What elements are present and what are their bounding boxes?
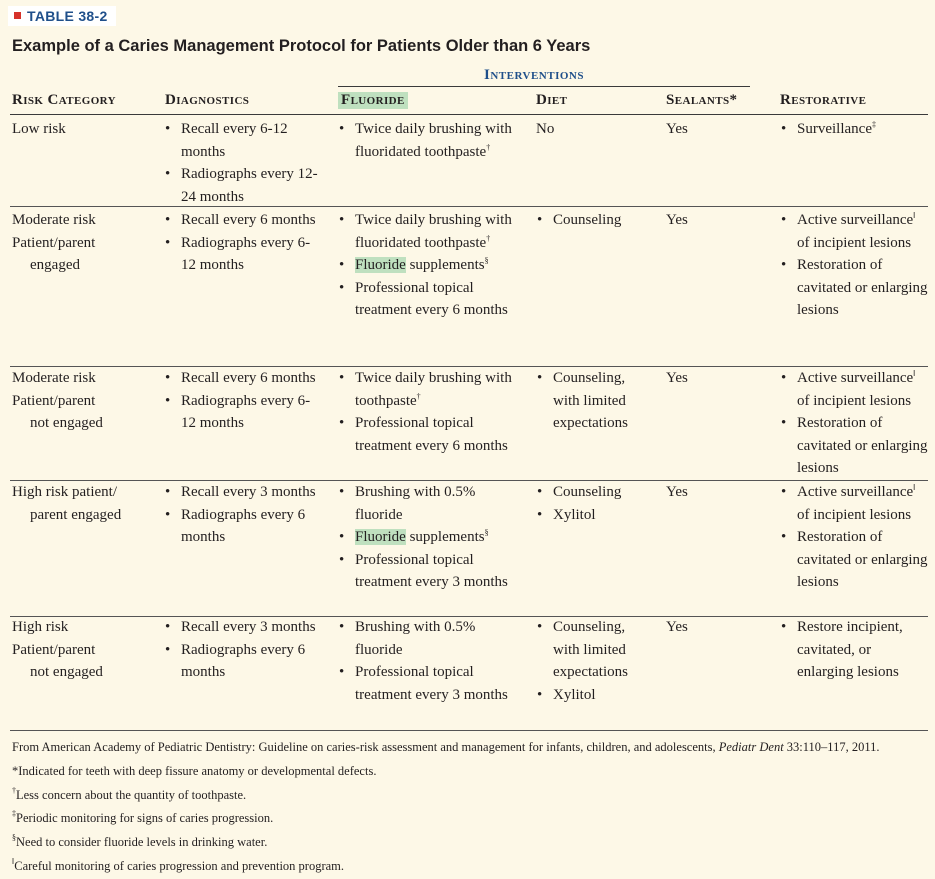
row1-fluoride (337, 118, 522, 163)
footnote-dagger: †Less concern about the quantity of toothpaste. (12, 785, 247, 802)
row4-risk: High risk patient/ parent engaged (12, 484, 122, 523)
list-item: • Radiographs every 12-24 months (163, 163, 323, 208)
list-item: • Twice daily brushing with fluoridated toothpaste† (337, 209, 522, 254)
row4-sealants: Yes (666, 484, 688, 500)
list-item: • Radiographs every 6 months (163, 639, 323, 684)
row5-sealants: Yes (666, 619, 688, 635)
table-bottom-rule (10, 730, 928, 731)
list-item: • Surveillance‡ (779, 118, 929, 141)
list-item: • Brushing with 0.5% fluoride (337, 616, 512, 661)
row2-diagnostics (163, 209, 323, 277)
header-diet: Diet (536, 92, 568, 108)
list-item: • Radiographs every 6 months (163, 504, 323, 549)
header-fluoride: Fluoride (338, 92, 408, 109)
list-item: • Active surveillance‖ of incipient lesions (779, 481, 929, 526)
header-restorative: Restorative (780, 92, 867, 108)
row5-restorative (779, 616, 929, 684)
row2-fluoride (337, 209, 522, 322)
footnote-section: §Need to consider fluoride levels in drinking water. (12, 833, 268, 850)
row1-restorative (779, 118, 929, 141)
list-item: • Radiographs every 6-12 months (163, 232, 323, 277)
row3-risk: Moderate risk Patient/parent not engaged (12, 370, 103, 431)
row2-diet (535, 209, 655, 232)
row4-restorative (779, 481, 929, 594)
row3-diet (535, 367, 655, 435)
row-divider (10, 206, 928, 207)
list-item: • Restoration of cavitated or enlarging lesions (779, 254, 929, 322)
list-item: • Restore incipient, cavitated, or enlarging lesions (779, 616, 929, 684)
header-risk-category: Risk Category (12, 92, 116, 108)
fluoride-highlight: Fluoride (355, 529, 406, 545)
footnote-parallel: ‖Careful monitoring of caries progression and prevention program. (12, 856, 345, 873)
list-item: • Recall every 6 months (163, 367, 323, 390)
row1-diagnostics (163, 118, 323, 208)
header-diagnostics: Diagnostics (165, 92, 250, 108)
interventions-group-header: Interventions (484, 67, 584, 83)
row3-diagnostics (163, 367, 323, 435)
list-item: • Professional topical treatment every 3 months (337, 661, 512, 706)
row4-diagnostics (163, 481, 323, 549)
list-item: • Radiographs every 6-12 months (163, 390, 323, 435)
list-item: • Counseling, with limited expectations (535, 616, 655, 684)
list-item: • Recall every 3 months (163, 616, 323, 639)
row1-risk: Low risk (12, 121, 66, 137)
list-item: • Counseling, with limited expectations (535, 367, 655, 435)
list-item: • Recall every 6 months (163, 209, 323, 232)
row5-diet (535, 616, 655, 706)
header-sealants: Sealants* (666, 92, 738, 108)
row2-risk: Moderate risk Patient/parent engaged (12, 212, 96, 273)
list-item: • Professional topical treatment every 6 months (337, 412, 512, 457)
list-item: • Counseling (535, 209, 655, 232)
row5-risk: High risk Patient/parent not engaged (12, 619, 103, 680)
row5-diagnostics (163, 616, 323, 684)
list-item: • Professional topical treatment every 3 months (337, 549, 512, 594)
row5-fluoride (337, 616, 512, 706)
list-item: • Active surveillance‖ of incipient lesions (779, 209, 929, 254)
list-item: • Active surveillance‖ of incipient lesions (779, 367, 929, 412)
list-item: • Restoration of cavitated or enlarging lesions (779, 526, 929, 594)
table-label: TABLE 38-2 (8, 6, 116, 26)
list-item: • Fluoride supplements§ (337, 526, 512, 549)
row4-diet (535, 481, 655, 526)
row4-fluoride (337, 481, 512, 594)
row3-fluoride (337, 367, 512, 457)
list-item: • Fluoride supplements§ (337, 254, 522, 277)
square-bullet-icon (14, 12, 21, 19)
list-item: • Twice daily brushing with fluoridated toothpaste† (337, 118, 522, 163)
source-note: From American Academy of Pediatric Dentistry: Guideline on caries-risk assessment and management for infants, children, and adolescents, Pediatr Dent 33:110–117, 2011. (12, 740, 880, 754)
footnote-double-dagger: ‡Periodic monitoring for signs of caries progression. (12, 809, 274, 826)
row3-restorative (779, 367, 929, 480)
list-item: • Restoration of cavitated or enlarging lesions (779, 412, 929, 480)
list-item: • Recall every 3 months (163, 481, 323, 504)
header-rule (10, 114, 928, 115)
list-item: • Twice daily brushing with toothpaste† (337, 367, 512, 412)
interventions-rule (338, 86, 750, 87)
row3-sealants: Yes (666, 370, 688, 386)
list-item: • Counseling (535, 481, 655, 504)
list-item: • Recall every 6-12 months (163, 118, 323, 163)
table-title: Example of a Caries Management Protocol for Patients Older than 6 Years (12, 37, 591, 55)
row2-sealants: Yes (666, 212, 688, 228)
fluoride-highlight: Fluoride (355, 257, 406, 273)
footnotes (12, 736, 927, 879)
list-item: • Xylitol (535, 684, 655, 707)
list-item: • Brushing with 0.5% fluoride (337, 481, 512, 526)
list-item: • Professional topical treatment every 6 months (337, 277, 522, 322)
list-item: • Xylitol (535, 504, 655, 527)
row1-sealants: Yes (666, 121, 688, 137)
footnote-asterisk: *Indicated for teeth with deep fissure anatomy or developmental defects. (12, 763, 377, 778)
row1-diet: No (536, 121, 555, 137)
row2-restorative (779, 209, 929, 322)
